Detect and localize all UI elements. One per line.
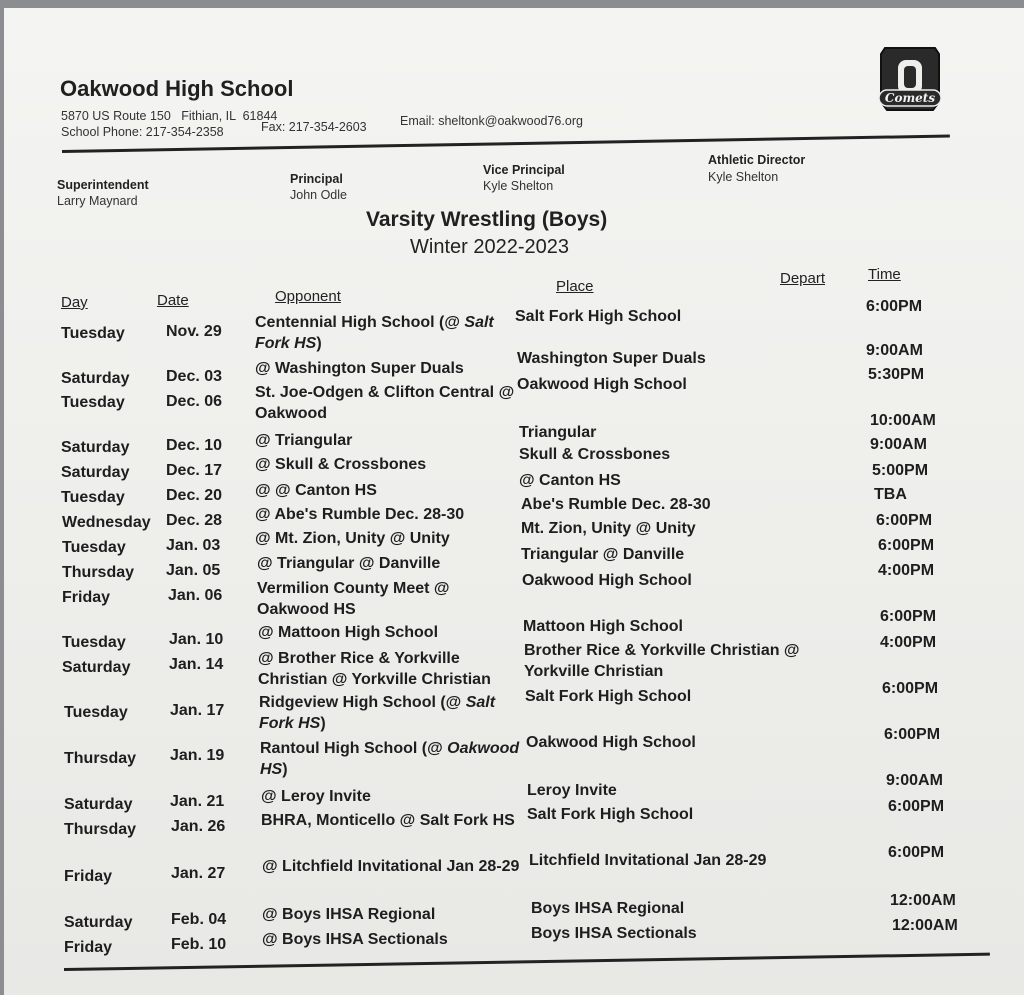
- row-opponent: Vermilion County Meet @ Oakwood HS: [257, 580, 450, 618]
- row-opponent: @ Abe's Rumble Dec. 28-30: [255, 506, 465, 523]
- row-date: Jan. 10: [169, 631, 224, 648]
- row-opponent: @ Leroy Invite: [261, 788, 371, 805]
- row-place: Mt. Zion, Unity @ Unity: [521, 520, 696, 537]
- row-place: Triangular: [519, 424, 597, 441]
- row-opponent: Centennial High School (@ Salt Fork HS): [255, 314, 494, 352]
- footer-rule: [64, 953, 990, 971]
- row-place: Washington Super Duals: [517, 350, 706, 367]
- row-opponent: BHRA, Monticello @ Salt Fork HS: [261, 812, 515, 829]
- row-time: 6:00PM: [888, 844, 945, 861]
- row-date: Dec. 28: [166, 512, 223, 529]
- row-place: Salt Fork High School: [515, 308, 682, 325]
- vice-principal-title: Vice Principal: [483, 163, 565, 177]
- row-date: Jan. 27: [171, 865, 226, 882]
- vice-principal-name: Kyle Shelton: [483, 179, 554, 193]
- row-date: Dec. 17: [166, 462, 223, 479]
- row-day: Thursday: [62, 564, 135, 581]
- row-day: Friday: [64, 868, 113, 885]
- row-date: Feb. 10: [171, 936, 227, 953]
- row-day: Friday: [64, 939, 113, 956]
- row-place: Brother Rice & Yorkville Christian @ Yorkville Christian: [524, 642, 800, 680]
- column-header-opponent: Opponent: [275, 288, 341, 305]
- row-opponent: @ Skull & Crossbones: [255, 456, 427, 473]
- row-place: Abe's Rumble Dec. 28-30: [521, 496, 711, 513]
- school-name: Oakwood High School: [60, 76, 294, 101]
- row-place: @ Canton HS: [519, 472, 621, 489]
- row-day: Tuesday: [62, 539, 126, 556]
- row-place: Oakwood High School: [517, 376, 687, 393]
- row-time: 6:00PM: [882, 680, 939, 697]
- principal-title: Principal: [290, 172, 343, 186]
- row-date: Dec. 03: [166, 368, 223, 385]
- row-date: Nov. 29: [166, 323, 222, 340]
- row-time: 6:00PM: [888, 798, 945, 815]
- document-season: Winter 2022-2023: [410, 236, 569, 258]
- row-place: Boys IHSA Regional: [531, 900, 685, 917]
- row-day: Saturday: [61, 370, 130, 387]
- athletic-director-title: Athletic Director: [708, 153, 806, 167]
- row-opponent: @ @ Canton HS: [255, 482, 377, 499]
- column-header-date: Date: [157, 292, 189, 309]
- row-opponent: @ Triangular @ Danville: [257, 555, 441, 572]
- row-place: Skull & Crossbones: [519, 446, 671, 463]
- row-day: Tuesday: [61, 489, 125, 506]
- row-date: Feb. 04: [171, 911, 227, 928]
- row-time: 9:00AM: [866, 342, 923, 359]
- row-opponent: @ Litchfield Invitational Jan 28-29: [262, 858, 520, 875]
- column-header-time: Time: [868, 266, 901, 283]
- school-fax: Fax: 217-354-2603: [261, 120, 367, 134]
- row-date: Jan. 26: [171, 818, 226, 835]
- row-time: TBA: [874, 486, 907, 503]
- column-header-depart: Depart: [780, 270, 826, 287]
- comets-logo-icon: [877, 44, 943, 114]
- row-day: Friday: [62, 589, 111, 606]
- row-date: Jan. 06: [168, 587, 223, 604]
- row-opponent: @ Boys IHSA Regional: [262, 906, 436, 923]
- row-time: 9:00AM: [870, 436, 927, 453]
- row-time: 6:00PM: [884, 726, 941, 743]
- row-day: Tuesday: [61, 394, 125, 411]
- row-day: Saturday: [64, 914, 133, 931]
- row-time: 6:00PM: [876, 512, 933, 529]
- school-phone: School Phone: 217-354-2358: [61, 125, 224, 139]
- row-time: 5:30PM: [868, 366, 925, 383]
- row-day: Saturday: [61, 439, 130, 456]
- row-date: Jan. 21: [170, 793, 225, 810]
- row-day: Saturday: [61, 464, 130, 481]
- row-time: 5:00PM: [872, 462, 929, 479]
- row-date: Jan. 05: [166, 562, 221, 579]
- row-opponent: @ Brother Rice & Yorkville Christian @ Yorkville Christian: [258, 650, 491, 688]
- row-date: Jan. 03: [166, 537, 221, 554]
- row-opponent: @ Boys IHSA Sectionals: [262, 931, 448, 948]
- row-opponent: @ Washington Super Duals: [255, 360, 464, 377]
- row-date: Jan. 19: [170, 747, 225, 764]
- row-day: Thursday: [64, 821, 137, 838]
- row-date: Jan. 14: [169, 656, 224, 673]
- row-place: Mattoon High School: [523, 618, 683, 635]
- row-time: 4:00PM: [880, 634, 937, 651]
- row-place: Leroy Invite: [527, 782, 617, 799]
- row-day: Saturday: [64, 796, 133, 813]
- schedule-page: [4, 8, 1024, 995]
- superintendent-title: Superintendent: [57, 178, 149, 192]
- row-day: Tuesday: [62, 634, 126, 651]
- column-header-place: Place: [556, 278, 594, 295]
- row-day: Tuesday: [64, 704, 128, 721]
- superintendent-name: Larry Maynard: [57, 194, 138, 208]
- row-date: Dec. 20: [166, 487, 223, 504]
- school-email: Email: sheltonk@oakwood76.org: [400, 114, 583, 128]
- row-time: 10:00AM: [870, 412, 936, 429]
- row-opponent: @ Triangular: [255, 432, 353, 449]
- row-place: Litchfield Invitational Jan 28-29: [529, 852, 767, 869]
- row-time: 9:00AM: [886, 772, 943, 789]
- row-date: Dec. 06: [166, 393, 223, 410]
- row-place: Triangular @ Danville: [521, 546, 685, 563]
- row-place: Oakwood High School: [522, 572, 692, 589]
- school-address: 5870 US Route 150 Fithian, IL 61844: [61, 109, 278, 123]
- row-day: Saturday: [62, 659, 131, 676]
- row-day: Thursday: [64, 750, 137, 767]
- row-time: 12:00AM: [892, 917, 958, 934]
- row-opponent: @ Mattoon High School: [258, 624, 439, 641]
- row-place: Salt Fork High School: [527, 806, 694, 823]
- row-time: 6:00PM: [866, 298, 923, 315]
- row-time: 12:00AM: [890, 892, 956, 909]
- row-place: Oakwood High School: [526, 734, 696, 751]
- column-header-day: Day: [61, 294, 88, 311]
- row-day: Wednesday: [62, 514, 151, 531]
- row-time: 6:00PM: [878, 537, 935, 554]
- athletic-director-name: Kyle Shelton: [708, 170, 779, 184]
- row-opponent: St. Joe-Odgen & Clifton Central @ Oakwood: [255, 384, 515, 422]
- row-day: Tuesday: [61, 325, 125, 342]
- row-time: 4:00PM: [878, 562, 935, 579]
- row-place: Salt Fork High School: [525, 688, 692, 705]
- principal-name: John Odle: [290, 188, 347, 202]
- row-opponent: @ Mt. Zion, Unity @ Unity: [255, 530, 450, 547]
- row-place: Boys IHSA Sectionals: [531, 925, 697, 942]
- document-title: Varsity Wrestling (Boys): [366, 208, 608, 231]
- row-date: Dec. 10: [166, 437, 223, 454]
- logo-text: Comets: [884, 91, 936, 105]
- row-time: 6:00PM: [880, 608, 937, 625]
- row-opponent: Rantoul High School (@ Oakwood HS): [260, 740, 520, 778]
- row-date: Jan. 17: [170, 702, 225, 719]
- row-opponent: Ridgeview High School (@ Salt Fork HS): [259, 694, 496, 732]
